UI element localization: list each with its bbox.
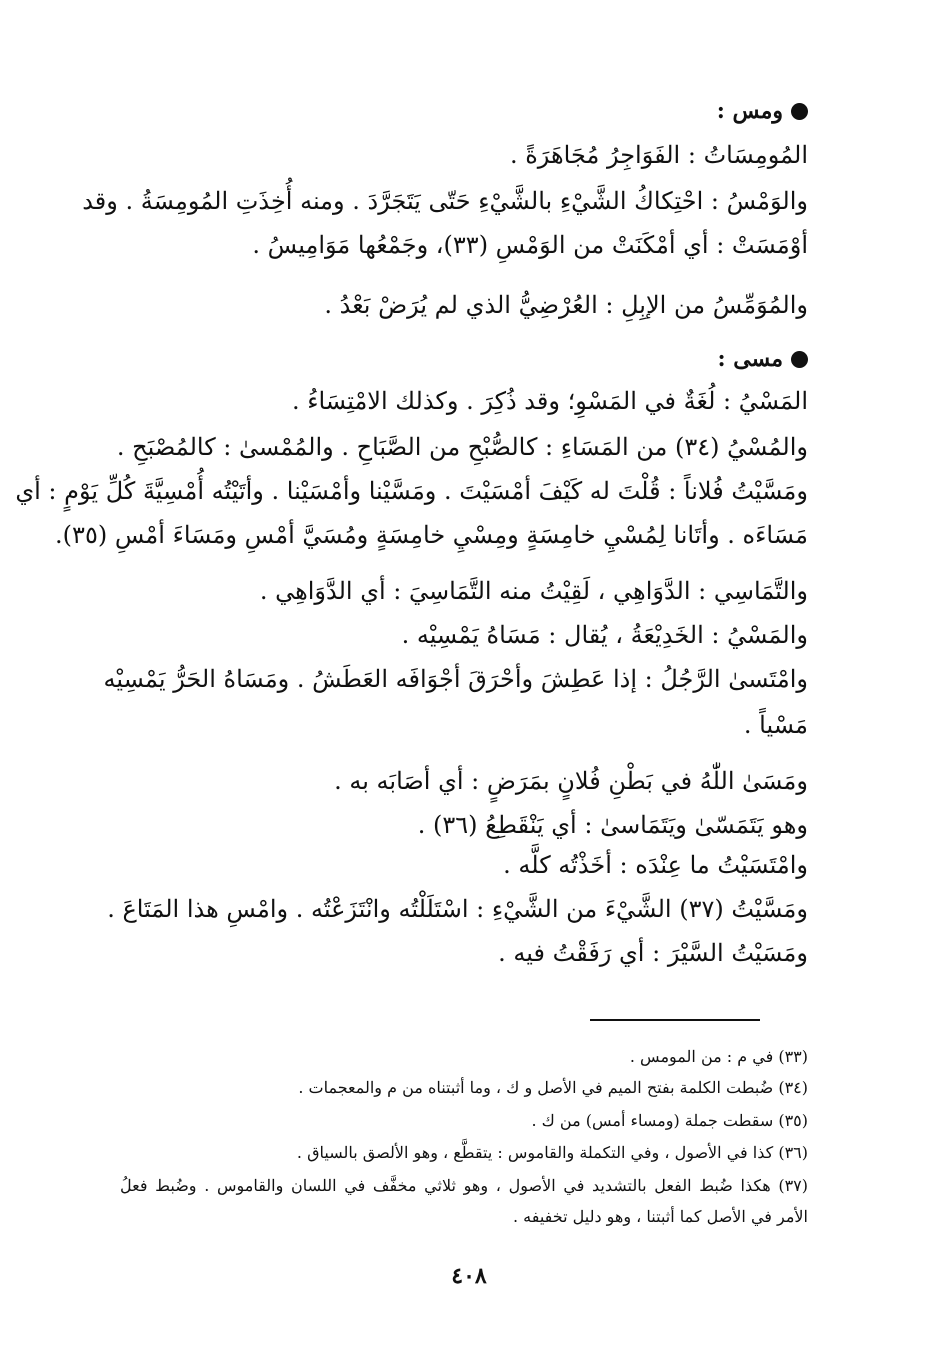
- footnote: (٣٦) كذا في الأصول ، وفي التكملة والقاموس : يتقطَّع ، وهو الألصق بالسياق .: [296, 1143, 808, 1162]
- footnote: (٣٤) ضُبطت الكلمة بفتح الميم في الأصل و ك ، وما أثبتناه من م والمعجمات .: [298, 1078, 808, 1097]
- entry-line: والمُوَمِّسُ من الإبِلِ : العُرْضِيُّ الذي لم يُرَضْ بَعْدُ .: [324, 291, 808, 319]
- entry-line: المَسْيُ : لُغَةٌ في المَسْوِ؛ وقد ذُكِرَ . وكذلك الامْتِسَاءُ .: [291, 387, 808, 415]
- entry-line: ومَسَىٰ اللّٰهُ في بَطْنِ فُلانٍ بمَرَضٍ : أي أصَابَه به .: [334, 767, 808, 795]
- entry-line: ومَسَّيْتُ فُلاناً : قُلْتَ له كَيْفَ أمْسَيْتَ . ومَسَّيْنا وأمْسَيْنا . وأتَيْتُه أُمْسِيَّةَ كُلِّ يَوْمٍ : أي: [15, 477, 808, 505]
- entry-heading-wms: [717, 96, 808, 126]
- entry-line: أوْمَسَتْ : أي أمْكَنَتْ من الوَمْسِ (٣٣)، وجَمْعُها مَوَامِيسُ .: [252, 231, 808, 259]
- footnote: (٣٥) سقطت جملة (ومساء أمس) من ك .: [531, 1111, 808, 1130]
- footnote: (٣٣) في م : من المومس .: [629, 1047, 808, 1066]
- entry-line: مَسَاءَه . وأتَانا لِمُسْيِ خامِسَةٍ ومِسْيِ خامِسَةٍ ومُسَيَّ أمْسِ ومَسَاءَ أمْسِ (٣٥).: [55, 521, 808, 549]
- entry-line: مَسْياً .: [743, 711, 808, 739]
- entry-line: ومَسَّيْتُ (٣٧) الشَّيْءَ من الشَّيْءِ : اسْتَلَلْتُه وانْتَزَعْتُه . وامْسِ هذا المَتَاعَ .: [107, 895, 808, 923]
- entry-line: والتَّمَاسِي : الدَّوَاهِي ، لَقِيْتُ منه التَّمَاسِيَ : أي الدَّوَاهِي .: [259, 577, 808, 605]
- entry-heading-text: مسى :: [717, 346, 783, 372]
- bullet-icon: [791, 103, 808, 120]
- entry-line: وهو يَتَمَسّىٰ ويَتَمَاسىٰ : أي يَنْقَطِعُ (٣٦) .: [417, 811, 808, 839]
- entry-line: والوَمْسُ : احْتِكاكُ الشَّيْءِ بالشَّيْءِ حَتّى يَتَجَرَّدَ . ومنه أُخِذَتِ المُومِسَةُ . وقد: [82, 187, 808, 215]
- entry-line: والمَسْيُ : الخَدِيْعَةُ ، يُقال : مَسَاهُ يَمْسِيْه .: [401, 621, 808, 649]
- entry-heading-msy: [717, 344, 808, 374]
- footnote: (٣٧) هكذا ضُبط الفعل بالتشديد في الأصول ، وهو ثلاثي مخفَّف في اللسان والقاموس . وضُبط فعلُ: [120, 1176, 808, 1195]
- entry-line: وامْتَسىٰ الرَّجُلُ : إذا عَطِشَ وأحْرَقَ أجْوَافَه العَطَشُ . ومَسَاهُ الحَرُّ يَمْسِيْه: [103, 665, 808, 693]
- entry-line: والمُسْيُ (٣٤) من المَسَاءِ : كالصُّبْحِ من الصَّبَاحِ . والمُمْسىٰ : كالمُصْبَحِ .: [116, 433, 808, 461]
- entry-line: وامْتَسَيْتُ ما عِنْدَه : أخَذْتُه كلَّه .: [503, 851, 808, 879]
- bullet-icon: [791, 351, 808, 368]
- footnote-separator: [590, 1019, 760, 1021]
- entry-line: ومَسَيْتُ السَّيْرَ : أي رَفَقْتُ فيه .: [498, 939, 808, 967]
- footnote-continuation: الأمر في الأصل كما أثبتنا ، وهو دليل تخفيفه .: [513, 1207, 808, 1226]
- entry-line: المُومِسَاتُ : الفَوَاجِرُ مُجَاهَرَةً .: [509, 141, 808, 169]
- page-number: ٤٠٨: [451, 1263, 487, 1289]
- entry-heading-text: ومس :: [716, 98, 783, 124]
